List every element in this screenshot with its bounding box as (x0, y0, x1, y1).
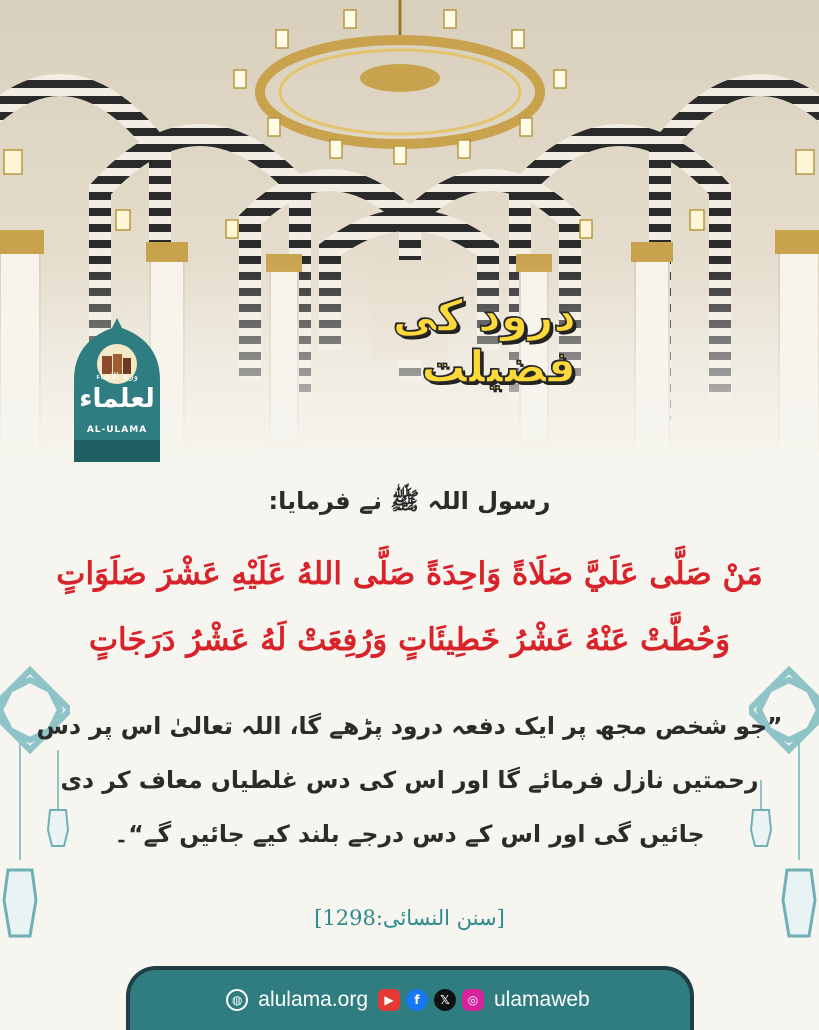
social-handle[interactable]: ulamaweb (494, 988, 590, 1011)
instagram-icon[interactable]: ◎ (462, 989, 484, 1011)
footer-bar (126, 966, 694, 1030)
translation-line: ”جو شخص مجھ پر ایک دفعہ درود پڑھے گا، اللہ تعالیٰ اس پر دس (36, 712, 783, 740)
hadith-arabic-line: وَحُطَّتْ عَنْهُ عَشْرُ خَطِيئَاتٍ وَرُفِعَتْ لَهُ عَشْرُ دَرَجَاتٍ (88, 622, 731, 658)
logo-english: AL-ULAMA (86, 425, 148, 435)
translation-line: رحمتیں نازل فرمائے گا اور اس کی دس غلطیاں معاف کر دی (60, 766, 759, 794)
facebook-icon[interactable]: f (406, 989, 428, 1011)
youtube-icon[interactable]: ▶ (378, 989, 400, 1011)
globe-icon[interactable]: ◍ (226, 989, 248, 1011)
website-link[interactable]: alulama.org (258, 988, 368, 1011)
intro-text: رسول اللہ ﷺ نے فرمایا: (268, 487, 551, 515)
x-icon[interactable]: 𝕏 (434, 989, 456, 1011)
page-title: درود کی فضیلت (392, 291, 576, 393)
hadith-arabic-line: مَنْ صَلَّى عَلَيَّ صَلَاةً وَاحِدَةً صَلَّى اللهُ عَلَيْهِ عَشْرَ صَلَوَاتٍ (56, 556, 763, 592)
hadith-reference: [سنن النسائی:1298] (314, 906, 505, 930)
logo-subtitle: ورثۃ الانبیاء (96, 372, 138, 382)
logo-name: لعلماء (79, 384, 155, 414)
translation-line: جائیں گی اور اس کے دس درجے بلند کیے جائیں گے“۔ (114, 820, 705, 848)
